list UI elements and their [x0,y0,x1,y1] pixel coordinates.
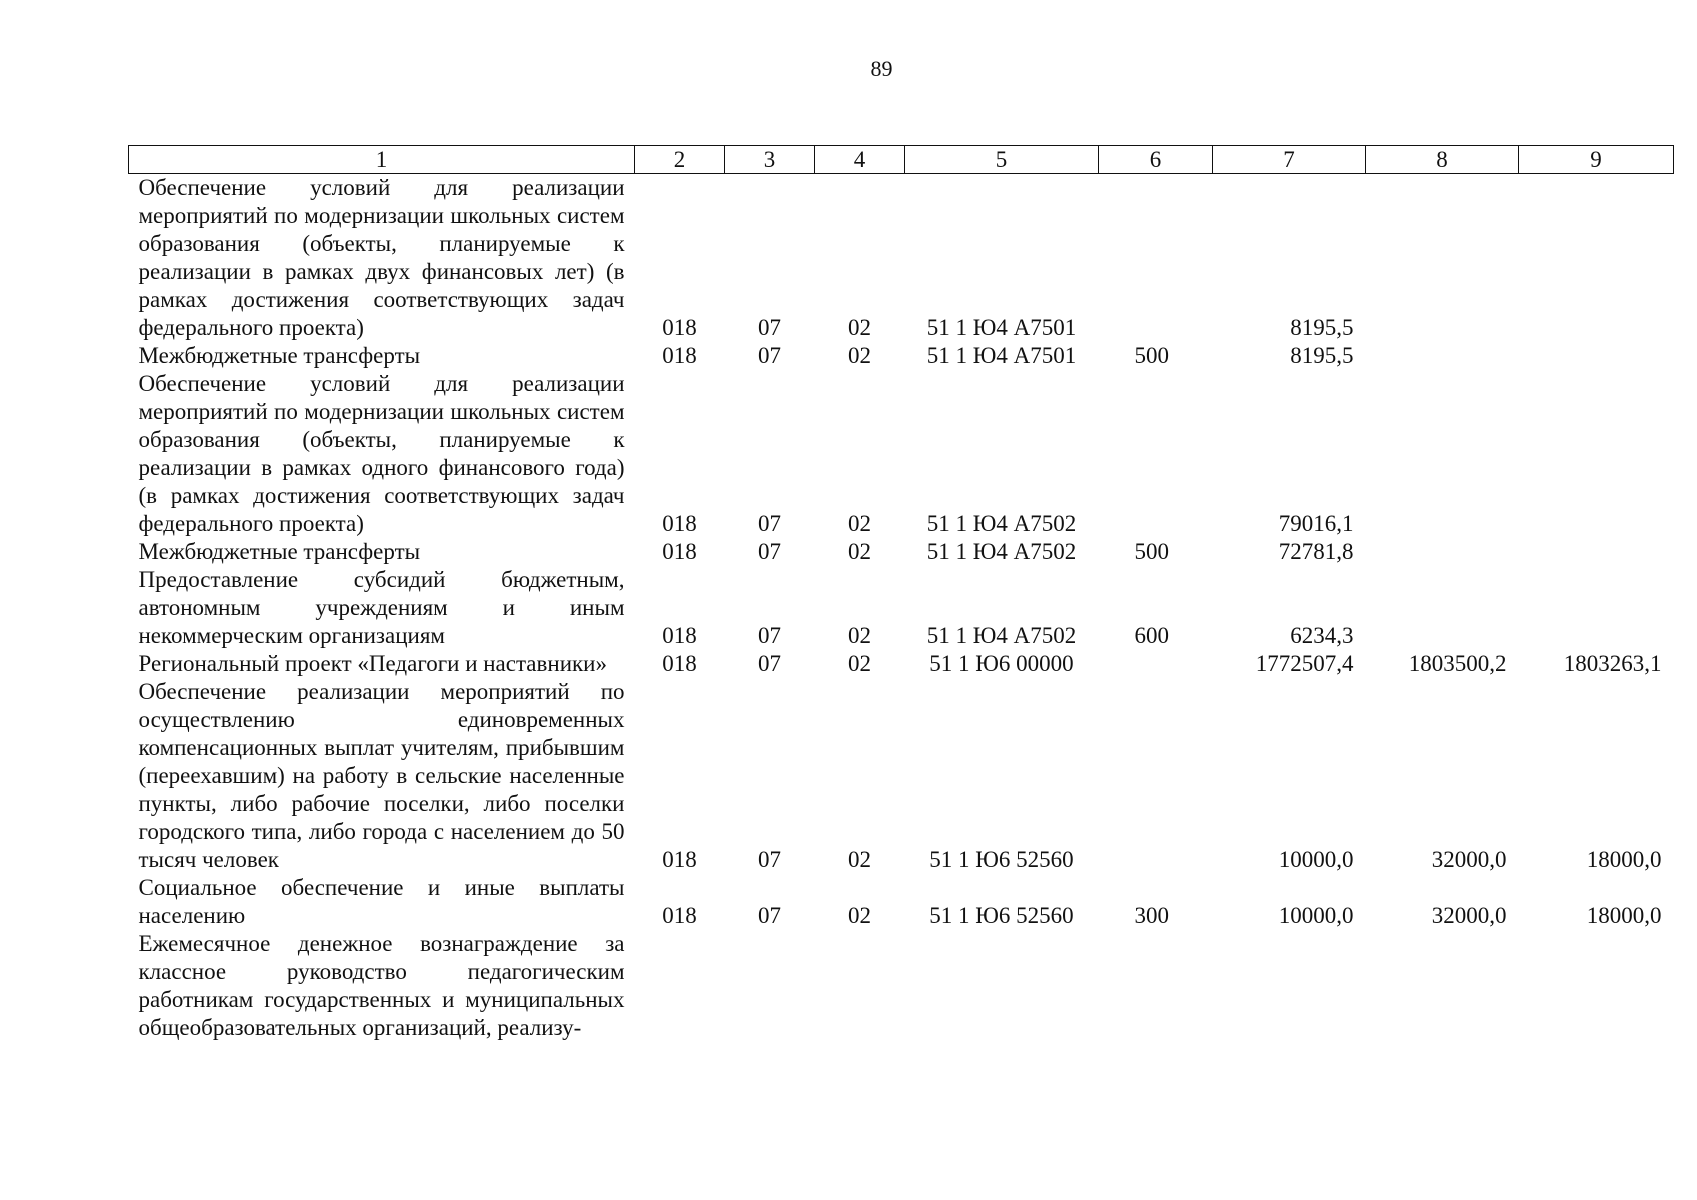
row-year1: 8195,5 [1290,343,1354,368]
row-csr: 51 1 Ю6 52560 [929,847,1074,872]
row-vr: 500 [1134,343,1169,368]
row-name: Обеспечение условий для реализации мероприятий по модернизации школьных систем образования (объекты, планируемые к реализации в рамках двух финансовых лет) (в рамках достижения соответствующих задач федерального проекта) [138,175,625,340]
table-row [129,174,1674,343]
table-row [129,370,1674,538]
row-grbs: 018 [662,511,697,536]
row-grbs: 018 [662,343,697,368]
row-vr: 300 [1134,903,1169,928]
row-csr: 51 1 Ю4 А7502 [926,539,1077,564]
row-grbs: 018 [662,539,697,564]
row-vr: 500 [1134,539,1169,564]
row-grbs: 018 [662,847,697,872]
table-row [129,930,1674,1042]
row-year1: 8195,5 [1290,315,1354,340]
table-row [129,566,1674,650]
row-csr: 51 1 Ю4 А7502 [926,623,1077,648]
row-year3: 1803263,1 [1563,651,1662,676]
row-rz: 07 [758,511,781,536]
row-year1: 10000,0 [1278,903,1354,928]
row-year2 [1366,930,1519,1042]
row-year2 [1366,342,1519,370]
row-pr: 02 [848,539,871,564]
table-row [129,538,1674,566]
row-name: Региональный проект «Педагоги и наставники» [138,651,607,676]
header-col-1: 1 [129,146,635,174]
row-csr: 51 1 Ю4 А7501 [926,315,1077,340]
row-name: Предоставление субсидий бюджетным, автономным учреждениям и иным некоммерческим организациям [138,567,625,648]
row-rz: 07 [758,315,781,340]
table-body [129,174,1674,1043]
row-pr: 02 [848,315,871,340]
row-csr: 51 1 Ю6 00000 [929,651,1074,676]
row-pr: 02 [848,903,871,928]
row-csr: 51 1 Ю6 52560 [929,903,1074,928]
table-header [129,146,1674,174]
row-csr [905,930,1099,1042]
row-name: Обеспечение реализации мероприятий по осуществлению единовременных компенсационных выплат учителям, прибывшим (переехавшим) на работу в сельские населенные пункты, либо рабочие поселки, либо поселки городского типа, либо города с населением до 50 тысяч человек [138,679,625,872]
row-pr: 02 [848,511,871,536]
header-col-2: 2 [635,146,725,174]
row-pr: 02 [848,847,871,872]
header-col-9: 9 [1519,146,1674,174]
header-col-4: 4 [815,146,905,174]
row-year2 [1366,174,1519,343]
row-rz: 07 [758,847,781,872]
page-number: 89 [870,56,893,81]
row-year2 [1366,538,1519,566]
row-year3 [1519,342,1674,370]
row-name: Обеспечение условий для реализации мероприятий по модернизации школьных систем образования (объекты, планируемые к реализации в рамках одного финансового года) (в рамках достижения соответствующих задач федерального проекта) [138,371,625,536]
row-vr [1099,174,1213,343]
row-grbs: 018 [662,651,697,676]
table-row [129,650,1674,678]
table-row [129,874,1674,930]
row-vr [1099,370,1213,538]
row-year2 [1366,370,1519,538]
row-csr: 51 1 Ю4 А7501 [926,343,1077,368]
row-year1 [1213,930,1366,1042]
row-year3 [1519,370,1674,538]
row-rz: 07 [758,539,781,564]
row-name: Межбюджетные трансферты [138,539,421,564]
row-year3 [1519,538,1674,566]
row-vr [1099,678,1213,874]
row-pr [815,930,905,1042]
header-col-8: 8 [1366,146,1519,174]
row-name: Межбюджетные трансферты [138,343,421,368]
row-rz [725,930,815,1042]
row-rz: 07 [758,623,781,648]
header-col-7: 7 [1213,146,1366,174]
row-year3 [1519,566,1674,650]
row-grbs: 018 [662,623,697,648]
row-pr: 02 [848,651,871,676]
row-rz: 07 [758,903,781,928]
row-vr [1099,650,1213,678]
row-pr: 02 [848,343,871,368]
row-rz: 07 [758,651,781,676]
row-year1: 1772507,4 [1255,651,1354,676]
row-year3 [1519,930,1674,1042]
table-row [129,342,1674,370]
row-year3 [1519,174,1674,343]
header-col-3: 3 [725,146,815,174]
row-year3: 18000,0 [1586,903,1662,928]
row-rz: 07 [758,343,781,368]
row-year1: 72781,8 [1278,539,1354,564]
row-year1: 79016,1 [1278,511,1354,536]
row-year2: 32000,0 [1431,903,1507,928]
header-row [129,146,1674,174]
row-pr: 02 [848,623,871,648]
row-name: Ежемесячное денежное вознаграждение за классное руководство педагогическим работникам государственных и муниципальных общеобразовательных организаций, реализу- [138,931,625,1040]
row-year2 [1366,566,1519,650]
row-grbs [635,930,725,1042]
row-vr: 600 [1134,623,1169,648]
header-col-6: 6 [1099,146,1213,174]
row-vr [1099,930,1213,1042]
row-csr: 51 1 Ю4 А7502 [926,511,1077,536]
table-row [129,678,1674,874]
row-year2: 32000,0 [1431,847,1507,872]
row-year1: 10000,0 [1278,847,1354,872]
row-year2: 1803500,2 [1408,651,1507,676]
header-col-5: 5 [905,146,1099,174]
row-year1: 6234,3 [1290,623,1354,648]
row-year3: 18000,0 [1586,847,1662,872]
row-grbs: 018 [662,903,697,928]
row-grbs: 018 [662,315,697,340]
budget-table [128,145,1674,1042]
row-name: Социальное обеспечение и иные выплаты населению [138,875,625,928]
